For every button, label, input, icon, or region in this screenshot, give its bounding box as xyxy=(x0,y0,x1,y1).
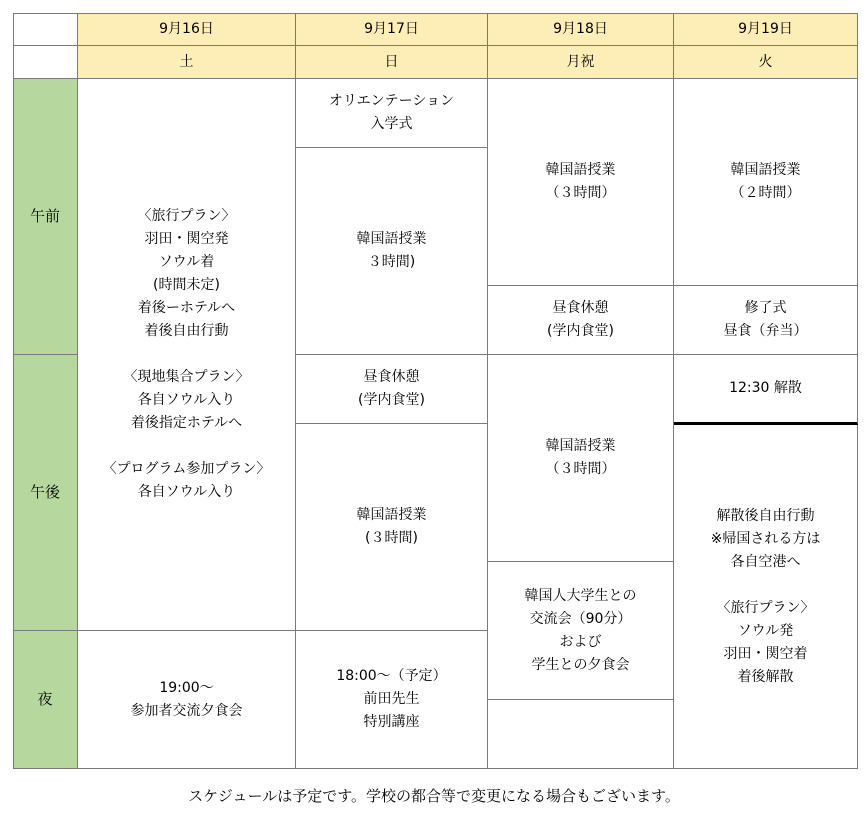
period-morning: 午前 xyxy=(13,79,78,355)
period-afternoon: 午後 xyxy=(13,355,78,631)
corner-cell-bottom xyxy=(13,46,78,79)
weekday-header-mon: 月祝 xyxy=(488,46,674,79)
mon-korean-pm-cell: 韓国語授業 （３時間） xyxy=(488,355,674,562)
sun-night-cell: 18:00～（予定） 前田先生 特別講座 xyxy=(296,631,488,769)
corner-cell-top xyxy=(13,13,78,46)
weekday-header-sat: 土 xyxy=(78,46,296,79)
tue-dismiss-cell: 12:30 解散 xyxy=(674,355,858,425)
mon-korean-am-cell: 韓国語授業 （３時間） xyxy=(488,79,674,286)
date-header-sun: 9月17日 xyxy=(296,13,488,46)
mon-blank-cell xyxy=(488,700,674,769)
mon-lunch-cell: 昼食休憩 (学内食堂) xyxy=(488,286,674,355)
period-evening: 夜 xyxy=(13,631,78,769)
date-header-sat: 9月16日 xyxy=(78,13,296,46)
sun-korean-am-cell: 韓国語授業 ３時間) xyxy=(296,148,488,355)
mon-exchange-cell: 韓国人大学生との 交流会（90分） および 学生との夕食会 xyxy=(488,562,674,700)
sun-lunch-cell: 昼食休憩 (学内食堂) xyxy=(296,355,488,424)
tue-closing-cell: 修了式 昼食（弁当） xyxy=(674,286,858,355)
date-header-tue: 9月19日 xyxy=(674,13,858,46)
sun-orientation-cell: オリエンテーション 入学式 xyxy=(296,79,488,148)
footer-note: スケジュールは予定です。学校の都合等で変更になる場合もございます。 xyxy=(188,787,680,805)
weekday-header-tue: 火 xyxy=(674,46,858,79)
sun-korean-pm-cell: 韓国語授業 (３時間) xyxy=(296,424,488,631)
weekday-header-sun: 日 xyxy=(296,46,488,79)
tue-korean-cell: 韓国語授業 （２時間） xyxy=(674,79,858,286)
sat-night-cell: 19:00～ 参加者交流夕食会 xyxy=(78,631,296,769)
date-header-mon: 9月18日 xyxy=(488,13,674,46)
tue-after-cell: 解散後自由行動 ※帰国される方は 各自空港へ 〈旅行プラン〉 ソウル発 羽田・関空着 着後解散 xyxy=(674,425,858,769)
sat-main-cell: 〈旅行プラン〉 羽田・関空発 ソウル着 (時間未定) 着後ーホテルへ 着後自由行動 〈現地集合プラン〉 各自ソウル入り 着後指定ホテルへ 〈プログラム参加プラン〉 各自ソウル入り xyxy=(78,79,296,631)
